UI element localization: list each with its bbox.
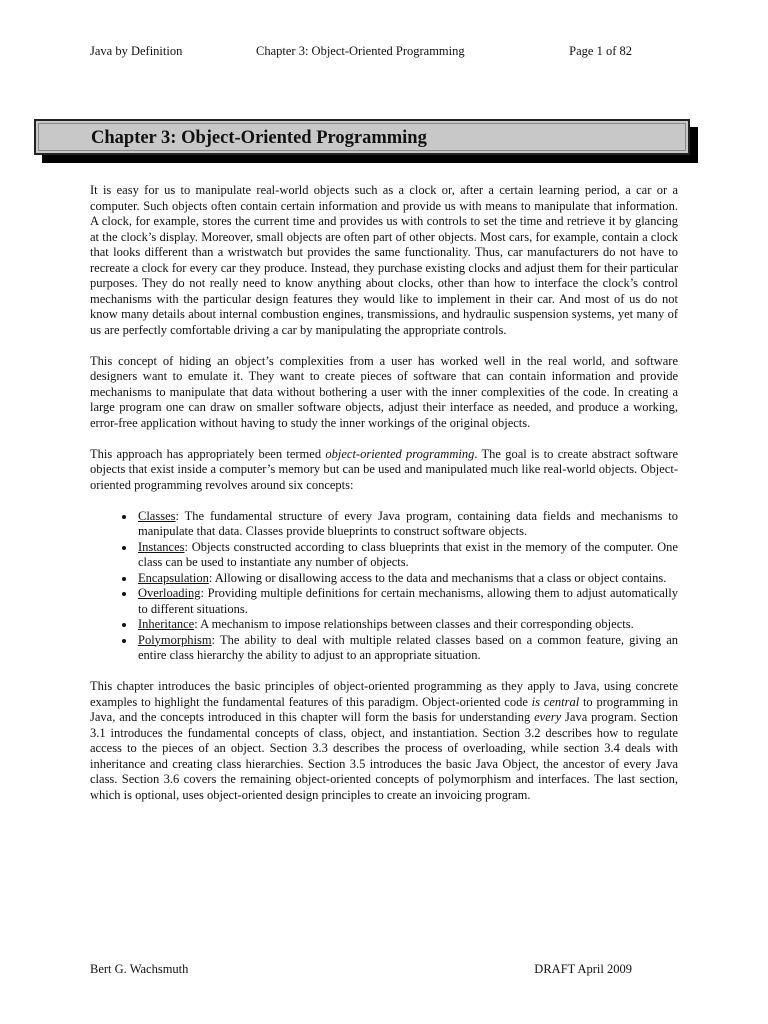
overview-em-every: every	[534, 710, 562, 724]
running-header	[90, 44, 632, 62]
chapter-title-box	[34, 119, 690, 155]
concept-text: : A mechanism to impose relationships between classes and their corresponding objects.	[194, 617, 634, 631]
concept-text: : The fundamental structure of every Java program, containing data fields and mechanisms to manipulate that data. Classes provide blueprints to construct software objects.	[138, 508, 678, 538]
concept-text: : The ability to deal with multiple related classes based on a common feature, giving an entire class hierarchy the ability to adjust to an appropriate situation.	[138, 632, 678, 662]
list-item	[136, 617, 678, 633]
oop-definition-paragraph	[90, 447, 678, 494]
header-page-number: Page 1 of 82	[569, 44, 632, 58]
overview-text-b: to programming in Java, and the concepts introduced in this chapter will form the basis for understanding	[90, 694, 678, 724]
intro-paragraph: It is easy for us to manipulate real-world objects such as a clock or, after a certain learning period, a car or a computer. Such objects often contain certain information and provide us with means to manipulate that information. A clock, for example, stores the current time and provides us with controls to set the time and retrieve it by glancing at the clock’s display. Moreover, small objects are often part of other objects. Most cars, for example, contain a clock that looks different than a wristwatch but provides the same functionality. Thus, car manufacturers do not have to recreate a clock for every car they produce. Instead, they purchase existing clocks and adjust them for their particular purposes. They do not really need to know anything about clocks, other than how to interface the clock’s control mechanisms with the particular design features they would like to implement in their car. And most of us do not know many details about internal combustion engines, transmissions, and hydraulic suspension systems, yet many of us are perfectly comfortable driving a car by manipulating the appropriate controls.	[90, 183, 678, 337]
footer-draft-date: DRAFT April 2009	[534, 962, 632, 976]
list-item	[136, 633, 678, 664]
list-item	[136, 509, 678, 540]
concept-term: Polymorphism	[138, 632, 212, 647]
hiding-complexity-paragraph: This concept of hiding an object’s complexities from a user has worked well in the real world, and software designers want to emulate it. They want to create pieces of software that can contain information and provide mechanisms to manipulate that data without bothering a user with the inner complexities of the code. In creating a large program one can draw on smaller software objects, adjust their interface as needed, and produce a working, error-free application without having to study the inner workings of the original objects.	[90, 353, 678, 430]
oop-term: object-oriented programming	[325, 446, 475, 461]
concept-text: : Allowing or disallowing access to the data and mechanisms that a class or object contains.	[208, 570, 667, 585]
overview-text-a: This chapter introduces the basic principles of object-oriented programming as they apply to Java, using concrete examples to highlight the fundamental features of this paradigm. Object-oriented code	[90, 679, 678, 709]
list-item	[136, 586, 678, 617]
concept-term: Overloading	[138, 586, 201, 600]
concept-term: Instances	[138, 539, 185, 554]
footer-author: Bert G. Wachsmuth	[90, 962, 189, 976]
concept-text: : Objects constructed according to class blueprints that exist in the memory of the computer. One class can be used to instantiate any number of objects.	[138, 539, 678, 569]
concept-term: Classes	[138, 508, 176, 523]
concept-text: : Providing multiple definitions for certain mechanisms, allowing them to adjust automatically to different situations.	[138, 586, 678, 616]
running-footer	[90, 962, 632, 980]
oop-text-a: This approach has appropriately been termed	[90, 446, 326, 461]
overview-text-c: Java program. Section 3.1 introduces the fundamental concepts of class, object, and instantiation. Section 3.2 describes how to regulate access to the pieces of an object. Section 3.3 describes the process of overloading, while section 3.4 deals with inheritance and creating class hierarchies. Section 3.5 introduces the basic Java Object, the ancestor of every Java class. Section 3.6 covers the remaining object-oriented concepts of polymorphism and interfaces. The last section, which is optional, uses object-oriented design principles to create an invoicing program.	[90, 710, 678, 802]
concept-term: Encapsulation	[138, 570, 209, 585]
concepts-list	[90, 509, 678, 664]
chapter-body	[90, 183, 678, 819]
chapter-title: Chapter 3: Object-Oriented Programming	[91, 128, 427, 148]
header-book-title: Java by Definition	[90, 44, 183, 58]
list-item	[136, 540, 678, 571]
header-chapter-title: Chapter 3: Object-Oriented Programming	[256, 44, 465, 58]
overview-em-central: is central	[531, 694, 580, 709]
concept-term: Inheritance	[138, 617, 195, 631]
list-item	[136, 571, 678, 587]
chapter-overview-paragraph	[90, 679, 678, 803]
oop-text-b: . The goal is to create abstract software objects that exist inside a computer’s memory but can be used and manipulated much like real-world objects. Object-oriented programming revolves around six concepts:	[90, 446, 678, 492]
